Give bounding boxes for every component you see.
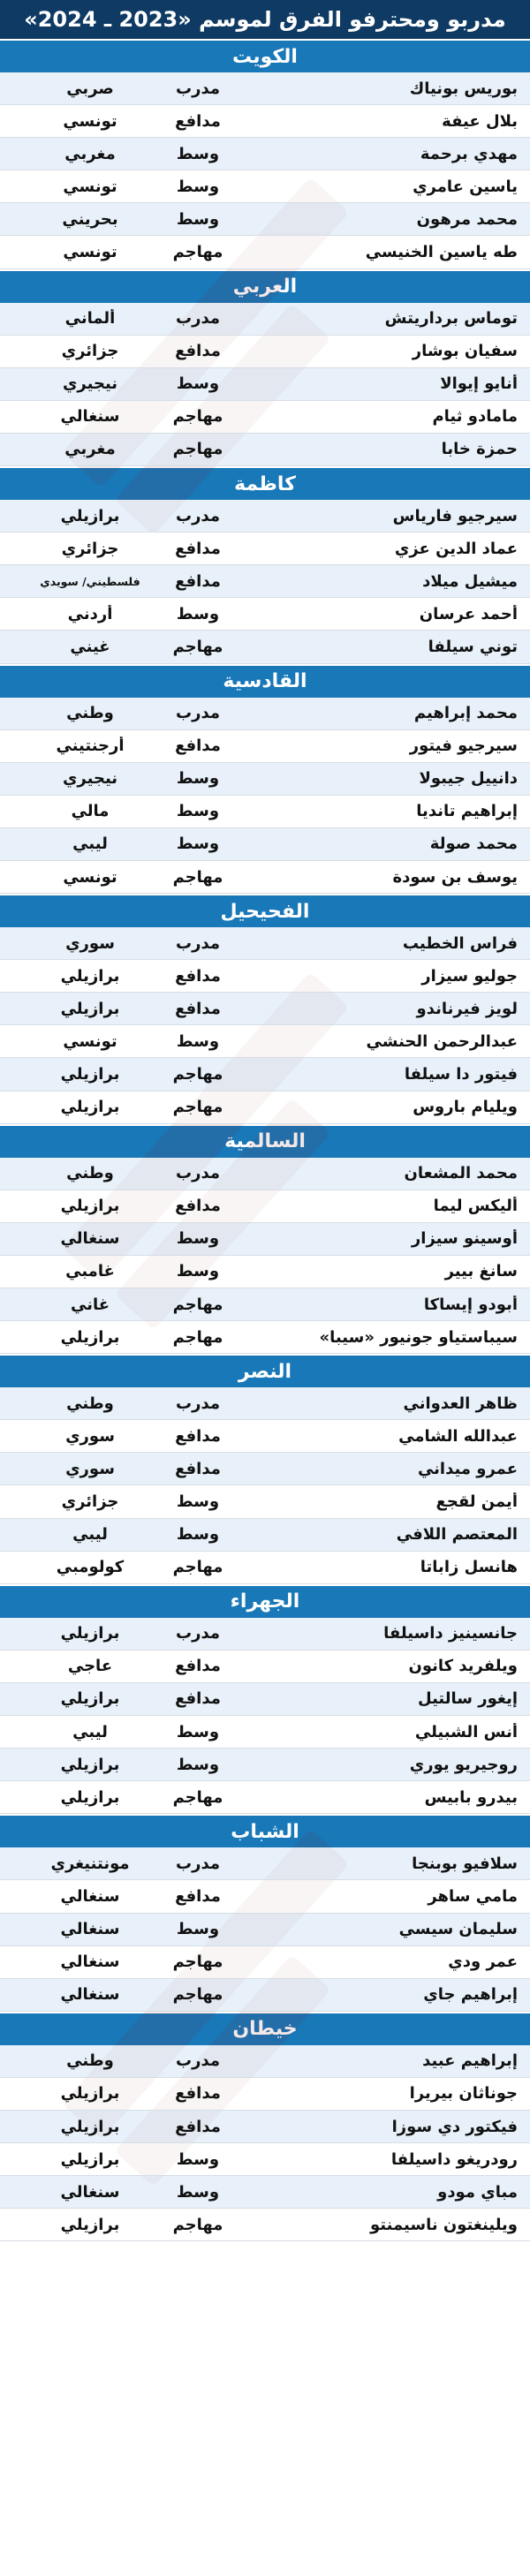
player-role: مهاجم [172,243,223,262]
player-name: أنس الشبيلي [414,1722,518,1741]
table-row [0,1651,530,1683]
table-row [0,2078,530,2111]
team-rows [0,1847,530,2011]
player-name: جوليو سيزار [421,966,518,986]
player-role: مدافع [175,342,221,361]
table-row [0,1485,530,1518]
table-row [0,1387,530,1420]
table-row [0,105,530,138]
player-role: مهاجم [172,2215,223,2234]
player-name: عبدالرحمن الحنشي [366,1031,518,1051]
player-role: مدرب [176,2051,220,2071]
player-name: المعتصم اللافي [396,1525,518,1545]
table-row [0,828,530,861]
player-name: سيرجيو فيتور [409,737,518,756]
table-row [0,1749,530,1781]
team-header: السالمية [0,1124,530,1158]
table-row [0,1880,530,1913]
player-nationality: مغربي [64,144,116,163]
player-name: محمد المشعان [404,1164,518,1183]
team-rows [0,303,530,466]
player-nationality: جزائري [61,539,119,558]
player-nationality: عاجي [67,1657,113,1676]
player-role: مدرب [176,79,220,98]
player-name: أبودو إيساكا [423,1295,518,1314]
table-row [0,1552,530,1584]
player-role: وسط [176,1920,220,1939]
player-role: مدافع [175,1197,221,1216]
player-nationality: فلسطيني/ سويدي [40,574,140,588]
player-role: مدافع [175,999,221,1018]
table-row [0,960,530,993]
table-row [0,631,530,663]
player-role: مهاجم [172,1098,223,1117]
table-row [0,303,530,336]
team-header: العربي [0,269,530,303]
player-role: مدرب [176,704,220,723]
player-name: سيباستياو جونيور «سيبا» [319,1327,518,1347]
player-role: وسط [176,1229,220,1249]
player-role: مدرب [176,1624,220,1643]
table-row [0,170,530,203]
player-role: مهاجم [172,1558,223,1577]
table-row [0,796,530,828]
player-role: وسط [176,144,220,163]
player-nationality: سنغالي [60,2182,120,2202]
player-name: مامادو ثيام [432,407,518,427]
table-row [0,203,530,236]
player-nationality: برازيلي [60,1787,120,1807]
player-nationality: سنغالي [60,407,120,427]
player-nationality: ألماني [64,309,116,329]
player-name: سيرجيو فارياس [392,506,518,525]
player-role: وسط [176,374,220,394]
player-nationality: سوري [65,1426,115,1446]
player-role: مدافع [175,1426,221,1446]
player-nationality: سنغالي [60,1229,120,1249]
player-nationality: سنغالي [60,1953,120,1972]
player-name: سفيان بوشار [412,342,518,361]
player-name: عمر ودي [448,1953,518,1972]
player-nationality: برازيلي [60,966,120,986]
table-row [0,1025,530,1058]
team-rows [0,1387,530,1584]
player-role: مدافع [175,966,221,986]
table-row [0,993,530,1025]
player-nationality: برازيلي [60,1098,120,1117]
table-row [0,927,530,960]
team-header: خيطان [0,2012,530,2045]
table-row [0,2045,530,2078]
table-row [0,401,530,434]
player-name: أيمن لقجع [435,1492,518,1512]
table-row [0,1618,530,1651]
player-role: وسط [176,2149,220,2169]
player-name: هانسل زاباتا [420,1558,518,1577]
player-name: محمد مرهون [416,209,518,229]
table-row [0,138,530,170]
table-row [0,1716,530,1749]
player-role: وسط [176,2182,220,2202]
team-rows [0,72,530,269]
player-role: مدافع [175,737,221,756]
table-row [0,236,530,268]
player-role: مهاجم [172,1985,223,2005]
player-name: عبدالله الشامي [398,1426,518,1446]
page-title: مدربو ومحترفو الفرق لموسم «2023 ـ 2024» [0,0,530,39]
player-name: أوسينو سيزار [411,1229,518,1249]
player-name: عماد الدين عزي [394,539,518,558]
team-rows [0,927,530,1124]
table-row [0,1190,530,1223]
table-row [0,1914,530,1946]
player-role: مدافع [175,1459,221,1478]
player-nationality: تونسي [63,111,117,131]
player-nationality: سنغالي [60,1920,120,1939]
player-name: مهدي برحمة [420,144,518,163]
player-role: وسط [176,1031,220,1051]
table-row [0,1092,530,1124]
player-role: وسط [176,1525,220,1545]
player-nationality: مونتنيغري [50,1854,130,1873]
player-name: فراس الخطيب [402,933,518,953]
player-role: مهاجم [172,1327,223,1347]
player-name: بيدرو بابيس [424,1787,518,1807]
team-sections [0,39,530,2241]
player-nationality: برازيلي [60,1327,120,1347]
table-row [0,1288,530,1321]
table-row [0,1158,530,1190]
player-name: ويليام باروس [413,1098,518,1117]
player-name: روجيريو يوري [409,1755,518,1774]
player-nationality: برازيلي [60,1197,120,1216]
player-role: مدافع [175,1886,221,1906]
player-nationality: جزائري [61,1492,119,1512]
player-nationality: نيجيري [62,769,118,789]
table-row [0,2111,530,2143]
table-row [0,1781,530,1814]
player-role: مدافع [175,1689,221,1709]
player-name: محمد إبراهيم [413,704,518,723]
player-nationality: صربي [66,79,114,98]
player-role: وسط [176,209,220,229]
player-role: مهاجم [172,1064,223,1084]
player-name: توني سيلفا [428,637,518,656]
player-nationality: وطني [66,704,114,723]
player-name: إبراهيم تانديا [416,802,518,821]
player-nationality: برازيلي [60,2084,120,2104]
player-nationality: برازيلي [60,2117,120,2136]
player-name: أحمد عرسان [419,604,518,623]
player-role: مدرب [176,1164,220,1183]
table-row [0,1058,530,1091]
player-nationality: سنغالي [60,1886,120,1906]
player-nationality: تونسي [63,243,117,262]
table-row [0,500,530,533]
player-role: مدرب [176,933,220,953]
team-header: الكويت [0,39,530,72]
player-nationality: مالي [71,802,110,821]
player-nationality: ليبي [72,1722,108,1741]
player-role: مهاجم [172,407,223,427]
player-role: وسط [176,769,220,789]
player-name: أليكس ليما [433,1197,518,1216]
player-role: مدافع [175,111,221,131]
player-name: جوناثان بيريرا [409,2084,518,2104]
table-row [0,434,530,466]
table-row [0,2209,530,2241]
player-nationality: برازيلي [60,506,120,525]
player-nationality: أردني [67,604,113,623]
team-header: الفحيحيل [0,894,530,927]
table-row [0,336,530,368]
table-row [0,533,530,565]
team-header: الجهراء [0,1584,530,1618]
player-name: أنايو إيوالا [440,374,518,394]
table-row [0,368,530,401]
player-name: توماس برداريتش [384,309,518,329]
player-nationality: أرجنتيني [56,737,125,756]
player-name: سلافيو بوبنجا [412,1854,518,1873]
player-role: وسط [176,604,220,623]
team-rows [0,2045,530,2242]
player-name: طه ياسين الخنيسي [365,243,518,262]
player-nationality: برازيلي [60,1064,120,1084]
player-nationality: نيجيري [62,374,118,394]
player-name: بلال عيفة [442,111,518,131]
player-name: لويز فيرناندو [416,999,518,1018]
player-nationality: ليبي [72,1525,108,1545]
player-nationality: وطني [66,1164,114,1183]
player-role: وسط [176,177,220,196]
player-nationality: برازيلي [60,999,120,1018]
player-name: فيكتور دي سوزا [391,2117,518,2136]
player-name: مباي مودو [437,2182,518,2202]
player-name: سليمان سيسي [398,1920,518,1939]
player-role: مدافع [175,1657,221,1676]
table-row [0,1847,530,1880]
table-row [0,698,530,730]
table-row [0,1683,530,1716]
table-row [0,1946,530,1979]
team-rows [0,698,530,895]
player-name: فيتور دا سيلفا [404,1064,518,1084]
player-nationality: مغربي [64,440,116,459]
player-name: رودريغو داسيلفا [390,2149,518,2169]
player-name: بوريس بونياك [409,79,518,98]
player-role: مدرب [176,1394,220,1413]
table-row [0,565,530,598]
player-nationality: برازيلي [60,2215,120,2234]
player-role: وسط [176,802,220,821]
player-role: مدرب [176,1854,220,1873]
player-nationality: برازيلي [60,2149,120,2169]
table-row [0,1979,530,2012]
team-header: كاظمة [0,466,530,500]
player-name: ويلينغتون ناسيمنتو [369,2215,518,2234]
player-name: محمد صولة [429,835,518,854]
table-row [0,1223,530,1256]
player-nationality: سوري [65,933,115,953]
player-name: يوسف بن سودة [392,867,518,887]
player-role: مهاجم [172,1295,223,1314]
player-role: مهاجم [172,440,223,459]
player-nationality: جزائري [61,342,119,361]
team-rows [0,1158,530,1355]
player-role: مهاجم [172,867,223,887]
player-name: جانسينيز داسيلفا [383,1624,518,1643]
table-row [0,2143,530,2176]
team-rows [0,1618,530,1815]
player-nationality: برازيلي [60,1689,120,1709]
player-role: وسط [176,1492,220,1512]
player-name: حمزة خابا [441,440,518,459]
player-name: إبراهيم عبيد [422,2051,518,2071]
player-nationality: سوري [65,1459,115,1478]
table-row [0,1321,530,1354]
player-nationality: بحريني [62,209,118,229]
team-header: القادسية [0,664,530,698]
player-role: مدافع [175,2117,221,2136]
player-role: وسط [176,1722,220,1741]
player-nationality: وطني [66,2051,114,2071]
player-nationality: تونسي [63,177,117,196]
player-nationality: برازيلي [60,1755,120,1774]
player-role: وسط [176,1262,220,1281]
table-row [0,1519,530,1552]
player-role: مدرب [176,309,220,329]
player-name: ميشيل ميلاد [422,571,518,591]
table-row [0,1256,530,1288]
table-row [0,730,530,763]
table-row [0,861,530,894]
player-role: مدافع [175,539,221,558]
player-nationality: برازيلي [60,1624,120,1643]
player-name: سانغ بيير [444,1262,518,1281]
player-name: إيغور سالتيل [418,1689,518,1709]
table-row [0,763,530,796]
player-name: ظاهر العدواني [403,1394,518,1413]
player-nationality: كولومبي [56,1558,125,1577]
player-role: مهاجم [172,637,223,656]
player-nationality: غامبي [65,1262,115,1281]
player-nationality: سنغالي [60,1985,120,2005]
player-name: إبراهيم جاي [423,1985,518,2005]
player-name: ياسين عامري [413,177,518,196]
table-row [0,598,530,631]
player-name: ويلفريد كانون [408,1657,518,1676]
player-role: مهاجم [172,1953,223,1972]
player-role: مدافع [175,571,221,591]
table-row [0,1453,530,1485]
player-role: مدرب [176,506,220,525]
player-nationality: غيني [70,637,110,656]
team-header: الشباب [0,1814,530,1847]
player-nationality: غاني [70,1295,110,1314]
player-name: مامي ساهر [428,1886,518,1906]
table-row [0,2176,530,2209]
player-name: عمرو ميداني [417,1459,518,1478]
player-nationality: تونسي [63,867,117,887]
player-nationality: تونسي [63,1031,117,1051]
team-rows [0,500,530,663]
player-nationality: ليبي [72,835,108,854]
player-nationality: وطني [66,1394,114,1413]
player-role: وسط [176,1755,220,1774]
table-row [0,1420,530,1453]
player-role: مهاجم [172,1787,223,1807]
team-header: النصر [0,1354,530,1387]
player-name: دانييل جيبولا [419,769,518,789]
player-role: وسط [176,835,220,854]
table-row [0,72,530,105]
player-role: مدافع [175,2084,221,2104]
